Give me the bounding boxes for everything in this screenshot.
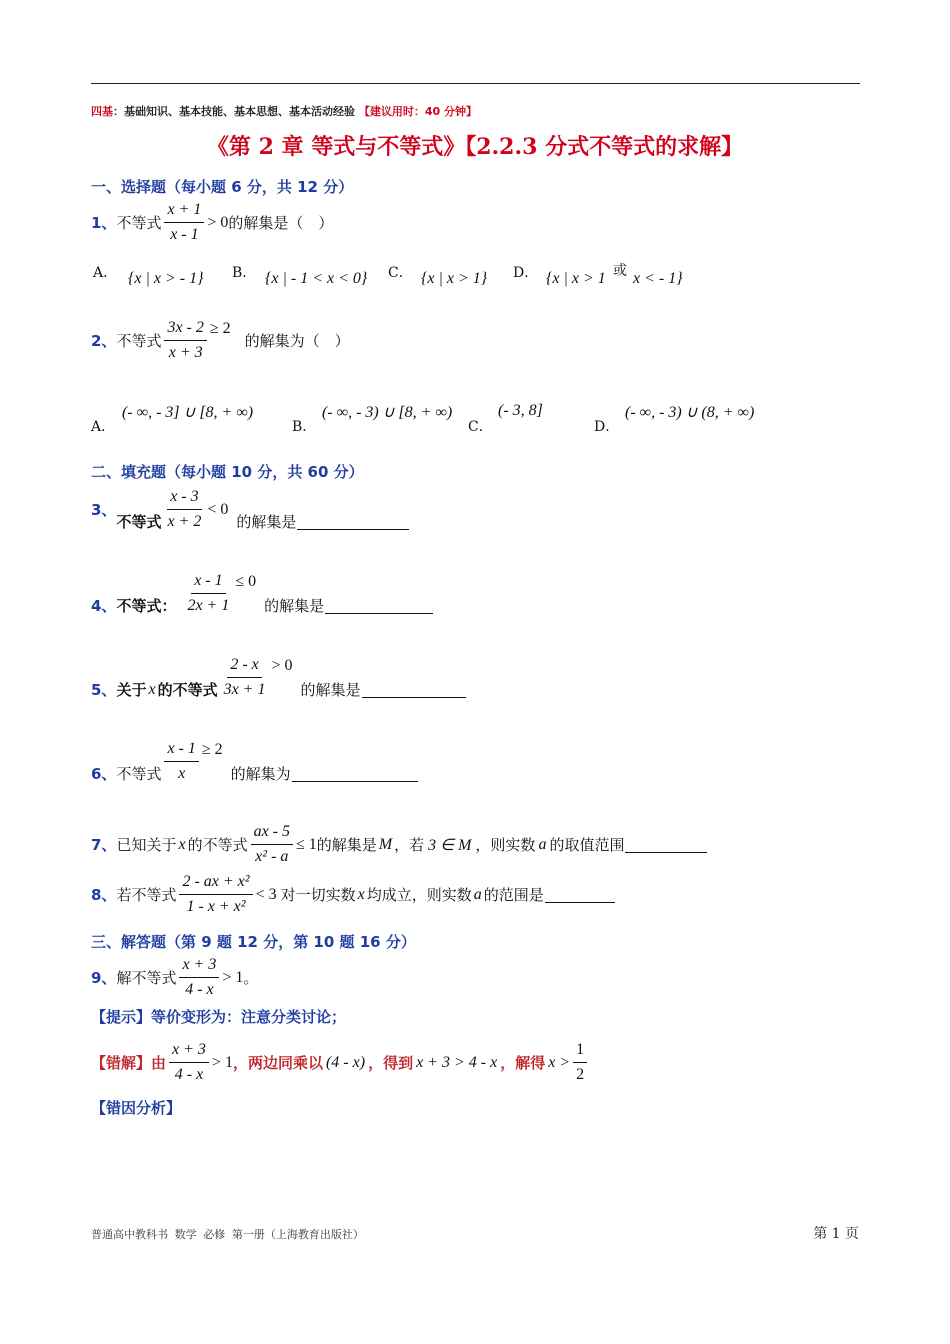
q2-fraction (164, 318, 206, 363)
q4-post: 的解集是 (264, 597, 325, 615)
q5-post: 的解集是 (300, 681, 361, 699)
header-items: ：基础知识、基本技能、基本思想、基本活动经验 (113, 105, 355, 118)
wrong-t1: ，两边同乘以 (232, 1054, 323, 1072)
q7-number: 7、 (91, 836, 117, 854)
q6-pre: 不等式 (116, 765, 162, 783)
footer-book-info: 普通高中教科书 数学 必修 第一册（上海教育出版社） (91, 1228, 364, 1241)
q5-answer-blank (362, 681, 466, 698)
q1-option-b-label: B． (232, 265, 257, 281)
q1-fraction (164, 200, 204, 245)
question-1 (91, 200, 333, 245)
q1-option-b (232, 262, 256, 282)
q5-var: x (148, 680, 156, 698)
question-9 (91, 955, 258, 1000)
q5-mid: 的不等式 (157, 681, 218, 699)
q2-option-b-value: (- ∞, - 3) ∪ [8, + ∞) (322, 404, 453, 421)
q1-option-d-label: D． (513, 265, 539, 281)
q4-denominator: 2x + 1 (187, 597, 230, 614)
q3-relation: < 0 (207, 500, 229, 518)
q3-answer-blank (297, 513, 409, 530)
q9-pre: 解不等式 (116, 969, 177, 987)
q8-fraction (179, 872, 252, 917)
question-7 (91, 822, 707, 867)
q7-post1: 的解集是 (316, 836, 377, 854)
q4-relation: ≤ 0 (235, 572, 257, 590)
q4-pre: 不等式： (116, 597, 177, 615)
q7-relation: ≤ 1 (296, 835, 317, 853)
q1-option-b-value: {x | - 1 < x < 0} (265, 270, 368, 287)
wrong-relation: > 1 (211, 1053, 233, 1071)
q6-post: 的解集为 (230, 765, 291, 783)
error-analysis-heading: 【错因分析】 (91, 1099, 182, 1117)
q7-pre: 已知关于 (116, 836, 177, 854)
section-solve: 三、解答题（第 9 题 12 分，第 10 题 16 分） (91, 933, 416, 951)
q7-fraction (251, 822, 293, 867)
q8-answer-blank (545, 886, 615, 903)
q3-number: 3、 (91, 501, 117, 519)
section-fill: 二、填充题（每小题 10 分，共 60 分） (91, 463, 364, 481)
q1-option-c-label: C． (388, 265, 413, 281)
q7-param-a: a (538, 835, 547, 853)
header-label: 四基 (91, 105, 113, 118)
question-6 (91, 739, 418, 784)
wrong-t3: ，解得 (500, 1054, 546, 1072)
section-choice: 一、选择题（每小题 6 分，共 12 分） (91, 178, 354, 196)
page-title: 《第 2 章 等式与不等式》【2.2.3 分式不等式的求解】 (206, 134, 744, 160)
q1-option-a (93, 262, 117, 282)
wrong-t2: ，得到 (368, 1054, 414, 1072)
q2-number: 2、 (91, 332, 117, 350)
q1-number: 1、 (91, 214, 117, 232)
q4-numerator: x - 1 (191, 571, 225, 594)
q2-option-b-label: B． (292, 419, 317, 435)
wrong-denominator: 4 - x (174, 1066, 204, 1083)
q5-number: 5、 (91, 681, 117, 699)
q8-number: 8、 (91, 886, 117, 904)
wrong-multiplier: (4 - x) (325, 1053, 366, 1071)
q1-option-d-value: {x | x > 1 (546, 270, 606, 287)
q1-relation: > 0 (207, 213, 229, 231)
q7-post4: 的取值范围 (549, 836, 625, 854)
q8-relation: < 3 (255, 885, 277, 903)
q2-relation: ≥ 2 (209, 319, 231, 337)
header-time: 【建议用时：40 分钟】 (358, 105, 477, 118)
q9-denominator: 4 - x (185, 981, 214, 998)
q4-answer-blank (325, 597, 433, 614)
q8-post3: 的范围是 (483, 886, 544, 904)
q5-pre: 关于 (116, 681, 147, 699)
wrong-result: x + 3 > 4 - x (416, 1053, 498, 1071)
q7-denominator: x² - a (255, 848, 289, 865)
q6-answer-blank (292, 765, 418, 782)
question-2 (91, 318, 350, 363)
q1-option-a-label: A． (93, 265, 118, 281)
question-5 (91, 655, 466, 700)
wrong-final-numerator: 1 (573, 1040, 587, 1063)
q5-numerator: 2 - x (227, 655, 261, 678)
q7-mid: 的不等式 (187, 836, 248, 854)
q1-option-c-value: {x | x > 1} (421, 270, 488, 287)
q8-post1: 对一切实数 (280, 886, 356, 904)
q2-post: 的解集为（ ） (244, 332, 350, 350)
q2-option-d-value: (- ∞, - 3) ∪ (8, + ∞) (625, 404, 755, 421)
q5-relation: > 0 (271, 656, 293, 674)
q1-option-c (388, 262, 413, 282)
q8-denominator: 1 - x + x² (186, 898, 246, 915)
header-line (91, 103, 477, 119)
q8-pre: 若不等式 (116, 886, 177, 904)
q6-fraction (164, 739, 198, 784)
q7-set-m: M (378, 835, 393, 853)
wrong-final-fraction (573, 1040, 587, 1085)
q2-option-a-value: (- ∞, - 3] ∪ [8, + ∞) (122, 404, 254, 421)
q8-param-a: a (473, 885, 482, 903)
q8-numerator: 2 - ax + x² (179, 872, 252, 895)
q5-denominator: 3x + 1 (223, 681, 266, 698)
q2-denominator: x + 3 (168, 344, 203, 361)
q7-var: x (178, 835, 186, 853)
question-3 (91, 487, 409, 532)
q1-option-a-value: {x | x > - 1} (128, 270, 204, 287)
q1-denominator: x - 1 (170, 226, 199, 243)
q6-denominator: x (178, 765, 186, 782)
q2-option-c-label: C． (468, 419, 493, 435)
q8-var: x (357, 885, 365, 903)
q7-numerator: ax - 5 (251, 822, 293, 845)
q4-fraction (184, 571, 232, 616)
q7-condition: 3 ∈ M (428, 836, 472, 854)
q9-post: 。 (243, 969, 259, 987)
q9-fraction (179, 955, 219, 1000)
question-8 (91, 872, 615, 917)
q2-option-c-value: (- 3, 8] (498, 402, 543, 419)
wrong-final-denominator: 2 (576, 1066, 585, 1083)
q9-relation: > 1 (222, 968, 244, 986)
wrong-label: 【错解】由 (91, 1054, 167, 1072)
q2-option-a-label: A． (91, 419, 116, 435)
wrong-fraction (169, 1040, 209, 1085)
q4-number: 4、 (91, 597, 117, 615)
q1-option-d-or: 或 (613, 263, 627, 279)
q3-pre: 不等式 (116, 513, 162, 531)
q3-fraction (164, 487, 204, 532)
q7-post3: ，则实数 (475, 836, 536, 854)
q8-post2: 均成立，则实数 (366, 886, 472, 904)
q9-number: 9、 (91, 969, 117, 987)
q7-post2: ，若 (394, 836, 425, 854)
q3-denominator: x + 2 (167, 513, 202, 530)
q1-pre: 不等式 (116, 214, 162, 232)
wrong-solution (91, 1040, 590, 1085)
q1-option-d-value2: x < - 1} (633, 270, 683, 287)
q1-option-d (513, 262, 538, 282)
wrong-numerator: x + 3 (169, 1040, 209, 1063)
q2-numerator: 3x - 2 (164, 318, 206, 341)
hint-text: 【提示】等价变形为：注意分类讨论； (91, 1008, 347, 1026)
q6-number: 6、 (91, 765, 117, 783)
q6-relation: ≥ 2 (201, 740, 223, 758)
q9-numerator: x + 3 (179, 955, 219, 978)
q3-numerator: x - 3 (167, 487, 201, 510)
q1-post: 的解集是（ ） (228, 214, 334, 232)
q3-post: 的解集是 (236, 513, 297, 531)
q6-numerator: x - 1 (164, 739, 198, 762)
q7-answer-blank (625, 836, 707, 853)
question-4 (91, 571, 433, 616)
q2-option-d-label: D． (594, 419, 620, 435)
wrong-final-pre: x > (548, 1053, 571, 1071)
top-rule (91, 83, 860, 84)
q5-fraction (221, 655, 269, 700)
q1-numerator: x + 1 (164, 200, 204, 223)
q2-pre: 不等式 (116, 332, 162, 350)
footer-page-number: 第 1 页 (813, 1226, 859, 1242)
